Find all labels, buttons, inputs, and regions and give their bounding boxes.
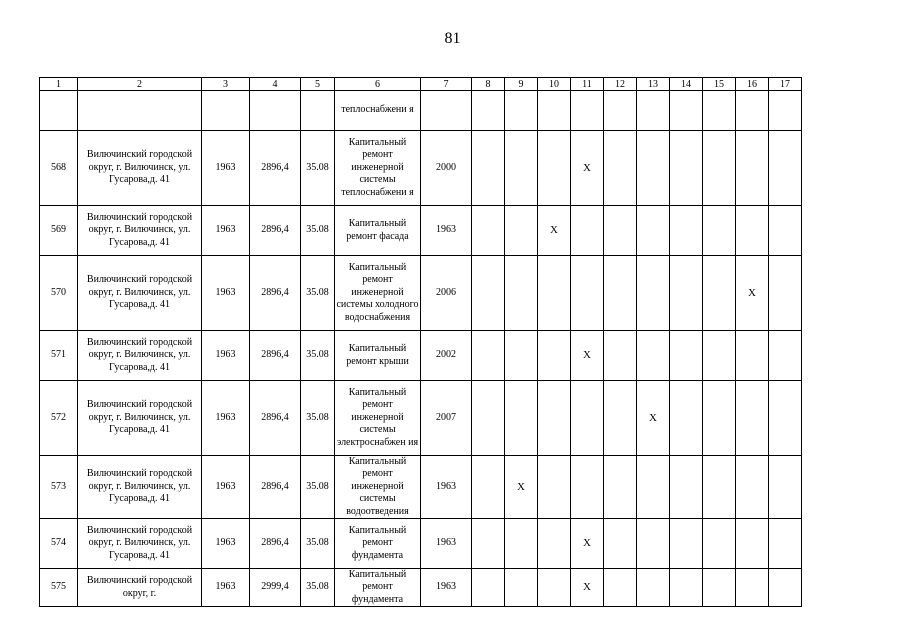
code-cell: 35.08	[301, 381, 335, 456]
repair-year-mark-cell	[637, 569, 670, 607]
area-cell: 2896,4	[250, 381, 301, 456]
repair-year-mark-cell	[538, 456, 571, 519]
repair-year-mark-cell	[703, 91, 736, 131]
code-cell: 35.08	[301, 456, 335, 519]
repair-year-mark-cell	[670, 569, 703, 607]
repair-year-mark-cell	[505, 519, 538, 569]
repair-year-mark-cell	[769, 91, 802, 131]
repair-year-mark-cell	[670, 381, 703, 456]
work-type-cell: Капитальный ремонт фасада	[335, 206, 421, 256]
column-header: 7	[421, 78, 472, 91]
repair-year-mark-cell	[604, 256, 637, 331]
code-cell: 35.08	[301, 569, 335, 607]
row-number: 572	[40, 381, 78, 456]
row-number: 574	[40, 519, 78, 569]
repair-year-mark-cell	[571, 256, 604, 331]
repair-year-mark-cell	[538, 569, 571, 607]
repair-year-mark-cell	[703, 256, 736, 331]
work-type-cell: Капитальный ремонт крыши	[335, 331, 421, 381]
table-body	[40, 78, 802, 607]
repair-year-mark-cell	[571, 91, 604, 131]
table-row	[40, 331, 802, 381]
row-number	[40, 91, 78, 131]
work-type-cell: Капитальный ремонт фундамента	[335, 569, 421, 607]
repair-year-mark-cell	[670, 131, 703, 206]
service-year-cell: 2007	[421, 381, 472, 456]
repair-year-mark-cell	[472, 131, 505, 206]
row-number: 570	[40, 256, 78, 331]
work-type-cell: Капитальный ремонт фундамента	[335, 519, 421, 569]
repair-year-mark-cell	[505, 331, 538, 381]
repair-year-mark-cell	[670, 519, 703, 569]
column-header: 10	[538, 78, 571, 91]
address-cell: Вилючинский городской округ, г. Вилючинск, ул. Гусарова,д. 41	[78, 519, 202, 569]
address-cell: Вилючинский городской округ, г. Вилючинск, ул. Гусарова,д. 41	[78, 256, 202, 331]
repair-year-mark-cell	[769, 519, 802, 569]
repair-year-mark-cell	[736, 456, 769, 519]
repair-year-mark-cell	[604, 206, 637, 256]
table-row	[40, 131, 802, 206]
row-number: 573	[40, 456, 78, 519]
address-cell: Вилючинский городской округ, г.	[78, 569, 202, 607]
repair-year-mark-cell	[505, 256, 538, 331]
repair-year-mark-cell	[670, 206, 703, 256]
repair-year-mark-cell	[637, 256, 670, 331]
repair-year-mark-cell	[472, 256, 505, 331]
address-cell: Вилючинский городской округ, г. Вилючинск, ул. Гусарова,д. 41	[78, 331, 202, 381]
repair-year-mark-cell	[472, 206, 505, 256]
column-header: 12	[604, 78, 637, 91]
repair-year-mark-cell	[505, 569, 538, 607]
address-cell: Вилючинский городской округ, г. Вилючинск, ул. Гусарова,д. 41	[78, 456, 202, 519]
area-cell: 2896,4	[250, 206, 301, 256]
repair-year-mark-cell	[571, 456, 604, 519]
column-header: 16	[736, 78, 769, 91]
construction-year-cell: 1963	[202, 456, 250, 519]
column-header: 11	[571, 78, 604, 91]
repair-year-mark-cell: X	[571, 331, 604, 381]
area-cell: 2896,4	[250, 256, 301, 331]
repair-year-mark-cell	[472, 331, 505, 381]
code-cell: 35.08	[301, 131, 335, 206]
repair-year-mark-cell	[736, 519, 769, 569]
repair-year-mark-cell	[736, 331, 769, 381]
repair-year-mark-cell	[637, 331, 670, 381]
repair-year-mark-cell: X	[571, 519, 604, 569]
repair-year-mark-cell: X	[505, 456, 538, 519]
table-row	[40, 519, 802, 569]
row-number: 575	[40, 569, 78, 607]
repair-year-mark-cell	[670, 331, 703, 381]
repair-year-mark-cell	[604, 519, 637, 569]
row-number: 569	[40, 206, 78, 256]
column-header: 2	[78, 78, 202, 91]
repair-year-mark-cell	[472, 569, 505, 607]
column-header: 8	[472, 78, 505, 91]
area-cell: 2896,4	[250, 131, 301, 206]
repair-year-mark-cell	[736, 206, 769, 256]
address-cell	[78, 91, 202, 131]
code-cell: 35.08	[301, 206, 335, 256]
repair-year-mark-cell	[637, 456, 670, 519]
repair-year-mark-cell	[505, 381, 538, 456]
repair-year-mark-cell	[604, 456, 637, 519]
repair-year-mark-cell: X	[571, 131, 604, 206]
address-cell: Вилючинский городской округ, г. Вилючинск, ул. Гусарова,д. 41	[78, 381, 202, 456]
table-row	[40, 569, 802, 607]
area-cell	[250, 91, 301, 131]
table-row-continuation	[40, 91, 802, 131]
repair-year-mark-cell	[538, 331, 571, 381]
repair-year-mark-cell	[769, 131, 802, 206]
repair-year-mark-cell	[538, 256, 571, 331]
service-year-cell: 2000	[421, 131, 472, 206]
repair-year-mark-cell	[604, 331, 637, 381]
repair-year-mark-cell	[703, 519, 736, 569]
code-cell: 35.08	[301, 331, 335, 381]
code-cell: 35.08	[301, 256, 335, 331]
repair-year-mark-cell: X	[637, 381, 670, 456]
area-cell: 2999,4	[250, 569, 301, 607]
table-row	[40, 456, 802, 519]
repair-year-mark-cell	[769, 331, 802, 381]
repair-year-mark-cell	[736, 91, 769, 131]
work-type-cell: Капитальный ремонт инженерной системы водоотведения	[335, 456, 421, 519]
construction-year-cell: 1963	[202, 256, 250, 331]
repair-year-mark-cell	[703, 331, 736, 381]
construction-year-cell: 1963	[202, 569, 250, 607]
column-header: 6	[335, 78, 421, 91]
page-number: 81	[444, 30, 461, 47]
repair-year-mark-cell	[736, 131, 769, 206]
construction-year-cell: 1963	[202, 519, 250, 569]
area-cell: 2896,4	[250, 331, 301, 381]
repair-year-mark-cell	[604, 569, 637, 607]
service-year-cell: 2002	[421, 331, 472, 381]
construction-year-cell: 1963	[202, 131, 250, 206]
repair-year-mark-cell	[637, 131, 670, 206]
repair-year-mark-cell	[703, 131, 736, 206]
repair-year-mark-cell	[604, 381, 637, 456]
repair-year-mark-cell	[703, 569, 736, 607]
code-cell: 35.08	[301, 519, 335, 569]
column-header: 3	[202, 78, 250, 91]
service-year-cell: 2006	[421, 256, 472, 331]
repair-year-mark-cell	[538, 381, 571, 456]
work-type-cell: Капитальный ремонт инженерной системы теплоснабжени я	[335, 131, 421, 206]
service-year-cell	[421, 91, 472, 131]
repair-year-mark-cell	[505, 131, 538, 206]
column-header: 15	[703, 78, 736, 91]
column-header-row	[40, 78, 802, 91]
work-type-cell: Капитальный ремонт инженерной системы холодного водоснабжения	[335, 256, 421, 331]
repair-year-mark-cell	[604, 131, 637, 206]
repair-year-mark-cell	[670, 256, 703, 331]
service-year-cell: 1963	[421, 569, 472, 607]
service-year-cell: 1963	[421, 456, 472, 519]
repair-year-mark-cell	[637, 519, 670, 569]
repair-year-mark-cell: X	[538, 206, 571, 256]
registry-table	[39, 77, 802, 607]
address-cell: Вилючинский городской округ, г. Вилючинск, ул. Гусарова,д. 41	[78, 131, 202, 206]
column-header: 1	[40, 78, 78, 91]
repair-year-mark-cell: X	[571, 569, 604, 607]
repair-year-mark-cell	[769, 206, 802, 256]
table-row	[40, 206, 802, 256]
construction-year-cell: 1963	[202, 331, 250, 381]
repair-year-mark-cell	[637, 206, 670, 256]
repair-year-mark-cell	[703, 381, 736, 456]
code-cell	[301, 91, 335, 131]
area-cell: 2896,4	[250, 519, 301, 569]
repair-year-mark-cell	[703, 456, 736, 519]
repair-year-mark-cell	[505, 206, 538, 256]
repair-year-mark-cell	[472, 456, 505, 519]
address-cell: Вилючинский городской округ, г. Вилючинск, ул. Гусарова,д. 41	[78, 206, 202, 256]
repair-year-mark-cell: X	[736, 256, 769, 331]
column-header: 4	[250, 78, 301, 91]
repair-year-mark-cell	[604, 91, 637, 131]
service-year-cell: 1963	[421, 519, 472, 569]
repair-year-mark-cell	[472, 91, 505, 131]
repair-year-mark-cell	[472, 519, 505, 569]
column-header: 14	[670, 78, 703, 91]
column-header: 5	[301, 78, 335, 91]
service-year-cell: 1963	[421, 206, 472, 256]
repair-year-mark-cell	[670, 91, 703, 131]
repair-year-mark-cell	[769, 381, 802, 456]
construction-year-cell	[202, 91, 250, 131]
repair-year-mark-cell	[538, 91, 571, 131]
construction-year-cell: 1963	[202, 206, 250, 256]
repair-year-mark-cell	[670, 456, 703, 519]
construction-year-cell: 1963	[202, 381, 250, 456]
repair-year-mark-cell	[736, 569, 769, 607]
work-type-cell: теплоснабжени я	[335, 91, 421, 131]
repair-year-mark-cell	[571, 206, 604, 256]
row-number: 568	[40, 131, 78, 206]
repair-year-mark-cell	[538, 131, 571, 206]
table-row	[40, 256, 802, 331]
area-cell: 2896,4	[250, 456, 301, 519]
column-header: 9	[505, 78, 538, 91]
row-number: 571	[40, 331, 78, 381]
repair-year-mark-cell	[571, 381, 604, 456]
column-header: 13	[637, 78, 670, 91]
repair-year-mark-cell	[637, 91, 670, 131]
repair-year-mark-cell	[505, 91, 538, 131]
repair-year-mark-cell	[538, 519, 571, 569]
column-header: 17	[769, 78, 802, 91]
repair-year-mark-cell	[769, 456, 802, 519]
repair-year-mark-cell	[769, 256, 802, 331]
repair-year-mark-cell	[703, 206, 736, 256]
work-type-cell: Капитальный ремонт инженерной системы электроснабжен ия	[335, 381, 421, 456]
table-row	[40, 381, 802, 456]
repair-year-mark-cell	[736, 381, 769, 456]
repair-year-mark-cell	[472, 381, 505, 456]
repair-year-mark-cell	[769, 569, 802, 607]
